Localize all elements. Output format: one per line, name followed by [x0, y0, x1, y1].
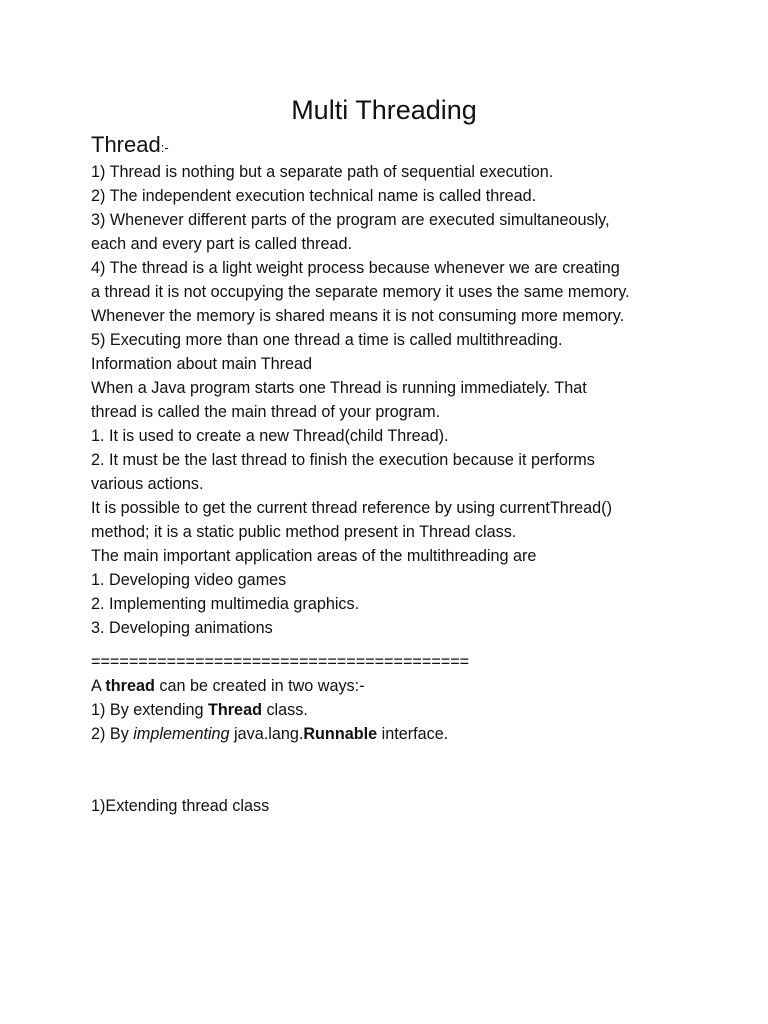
text-line: 3. Developing animations — [91, 619, 273, 637]
section-title: 1)Extending thread class — [91, 797, 270, 815]
text-line: 1. It is used to create a new Thread(child Thread). — [91, 427, 449, 445]
text-line: It is possible to get the current thread reference by using currentThread() — [91, 499, 612, 517]
page-title: Multi Threading — [291, 95, 477, 125]
ways-prefix: A — [91, 677, 106, 695]
text-line: thread is called the main thread of your program. — [91, 403, 441, 421]
way-1-bold: Thread — [207, 701, 262, 719]
way-2-italic: implementing — [133, 725, 230, 743]
way-1-line — [91, 698, 691, 722]
spacer — [91, 640, 691, 650]
text-line: 1) Thread is nothing but a separate path of sequential execution. — [91, 163, 554, 181]
text-line: 1. Developing video games — [91, 571, 287, 589]
thread-heading — [91, 130, 691, 160]
text-line: 3) Whenever different parts of the program are executed simultaneously, — [91, 211, 610, 229]
text-line: When a Java program starts one Thread is running immediately. That — [91, 379, 587, 397]
thread-heading-suffix: :- — [160, 140, 169, 155]
text-line: 2) The independent execution technical name is called thread. — [91, 187, 537, 205]
thread-heading-text: Thread — [91, 132, 161, 157]
document-body — [91, 130, 691, 818]
way-2-suffix: interface. — [377, 725, 449, 743]
text-line: each and every part is called thread. — [91, 235, 352, 253]
spacer — [91, 746, 691, 794]
text-line: Whenever the memory is shared means it is not consuming more memory. — [91, 307, 625, 325]
way-2-bold: Runnable — [303, 725, 378, 743]
text-line: The main important application areas of the multithreading are — [91, 547, 537, 565]
text-line: 2. Implementing multimedia graphics. — [91, 595, 360, 613]
text-line: Information about main Thread — [91, 355, 313, 373]
ways-suffix: can be created in two ways:- — [154, 677, 365, 695]
way-1-suffix: class. — [261, 701, 308, 719]
text-line: method; it is a static public method present in Thread class. — [91, 523, 517, 541]
text-line: various actions. — [91, 475, 204, 493]
ways-bold: thread — [105, 677, 155, 695]
text-line: 4) The thread is a light weight process because whenever we are creating — [91, 259, 620, 277]
text-line: 5) Executing more than one thread a time is called multithreading. — [91, 331, 563, 349]
ways-line — [91, 674, 691, 698]
way-2-middle: java.lang. — [229, 725, 304, 743]
way-2-line — [91, 722, 691, 746]
separator-line: ======================================== — [91, 653, 470, 671]
text-line: a thread it is not occupying the separate memory it uses the same memory. — [91, 283, 630, 301]
text-line: 2. It must be the last thread to finish the execution because it performs — [91, 451, 595, 469]
way-2-prefix: 2) By — [91, 725, 134, 743]
way-1-prefix: 1) By extending — [91, 701, 208, 719]
